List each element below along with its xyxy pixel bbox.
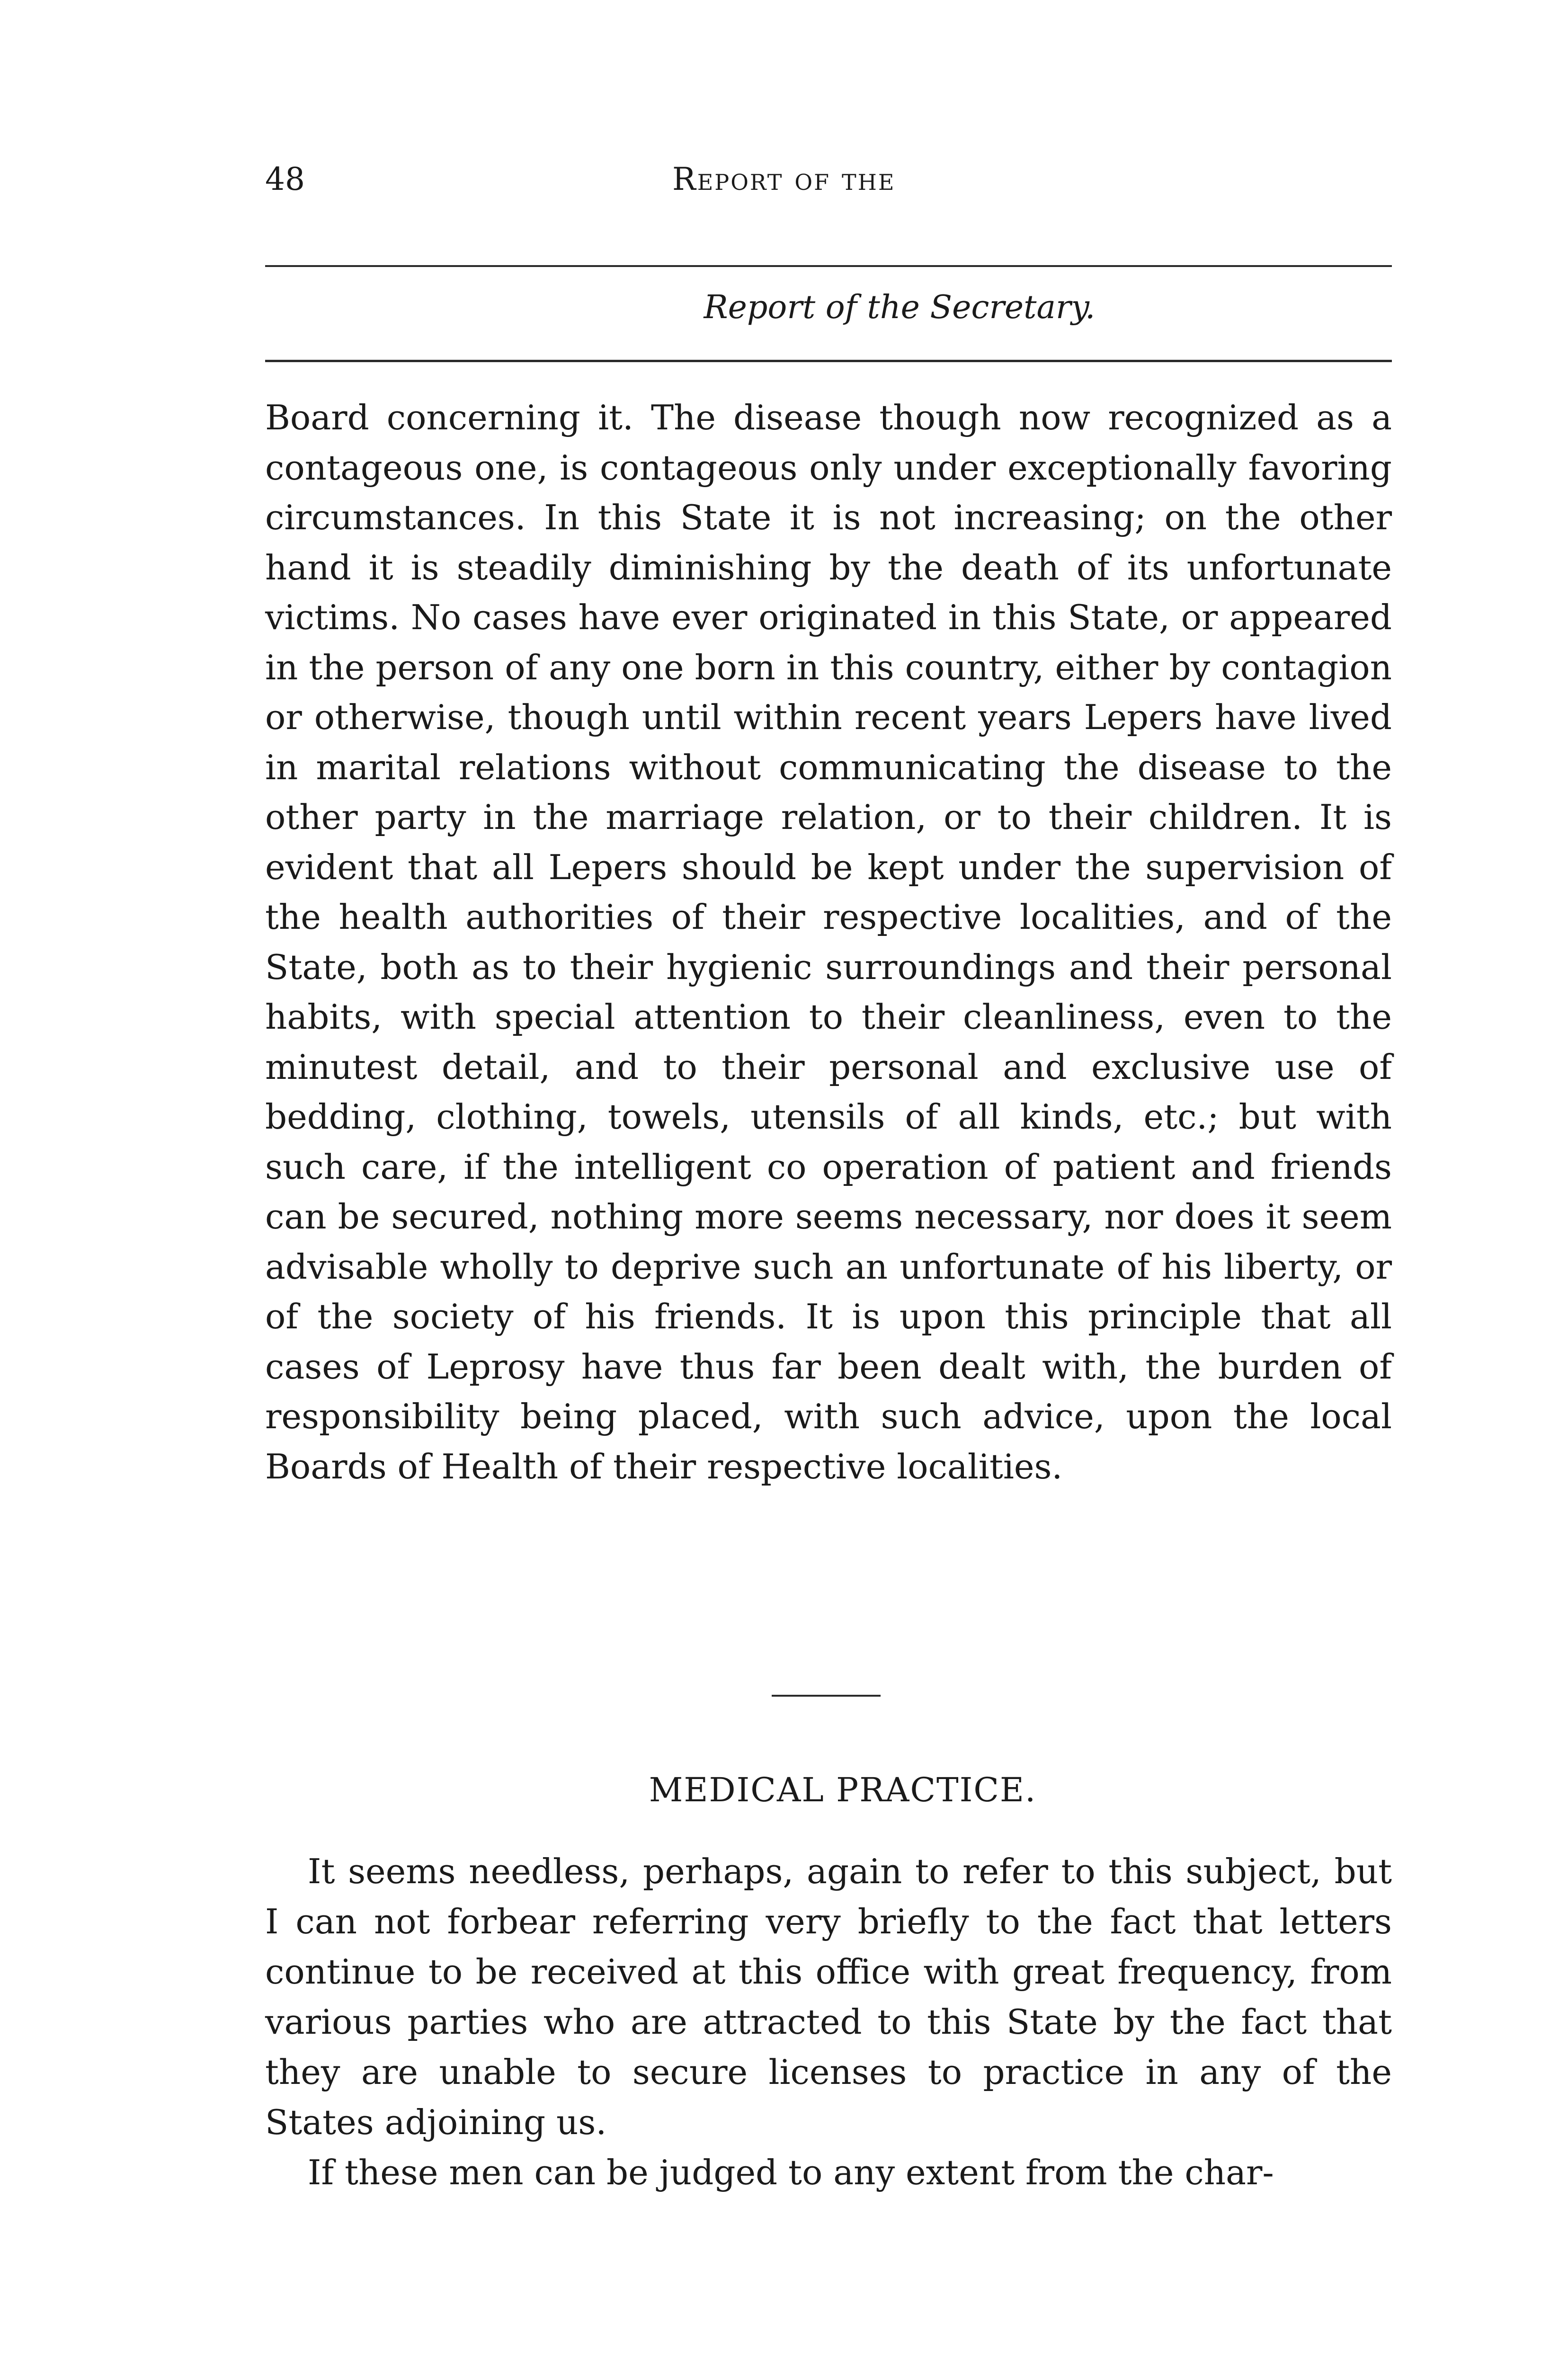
section-rule [265, 360, 1392, 362]
page-number: 48 [265, 161, 305, 197]
section-separator [772, 1695, 881, 1697]
running-title: Report of the [672, 161, 896, 197]
running-head [265, 161, 1401, 213]
medical-practice-section [265, 1846, 1392, 2198]
document-page [265, 161, 1401, 2339]
medical-paragraph: If these men can be judged to any extent from the char- [308, 2153, 1274, 2192]
leprosy-paragraph: Board concerning it. The disease though now recognized as a contageous one, is contageous only under exceptionally favoring circumstances. In this State it is not increasing; on the other hand it is steadily diminishing by the death of its unfortunate victims. No cases have ever originated in this State, or appeared in the person of any one born in this country, either by contagion or otherwise, though until within recent years Lepers have lived in marital relations without communicating the disease to the other party in the marriage relation, or to their children. It is evident that all Lepers should be kept under the supervision of the health authorities of their respective localities, and of the State, both as to their hygienic surroundings and their personal habits, with special attention to their cleanliness, even to the minutest detail, and to their personal and exclusive use of bedding, clothing, towels, utensils of all kinds, etc.; but with such care, if the intelligent co operation of patient and friends can be secured, nothing more seems necessary, nor does it seem advisable wholly to deprive such an unfortunate of his liberty, or of the society of his friends. It is upon this principle that all cases of Leprosy have thus far been dealt with, the burden of responsibility being placed, with such advice, upon the local Boards of Health of their respective localities. [265, 398, 1392, 1486]
leprosy-section [265, 393, 1392, 1492]
medical-practice-heading: MEDICAL PRACTICE. [649, 1771, 1037, 1809]
header-rule [265, 265, 1392, 267]
medical-paragraph: It seems needless, perhaps, again to refer to this subject, but I can not forbear referring very briefly to the fact that letters continue to be received at this office with great frequency, from various parties who are attracted to this State by the fact that they are unable to secure licenses to practice in any of the States adjoining us. [265, 1851, 1392, 2142]
section-heading: Report of the Secretary. [704, 289, 1096, 326]
